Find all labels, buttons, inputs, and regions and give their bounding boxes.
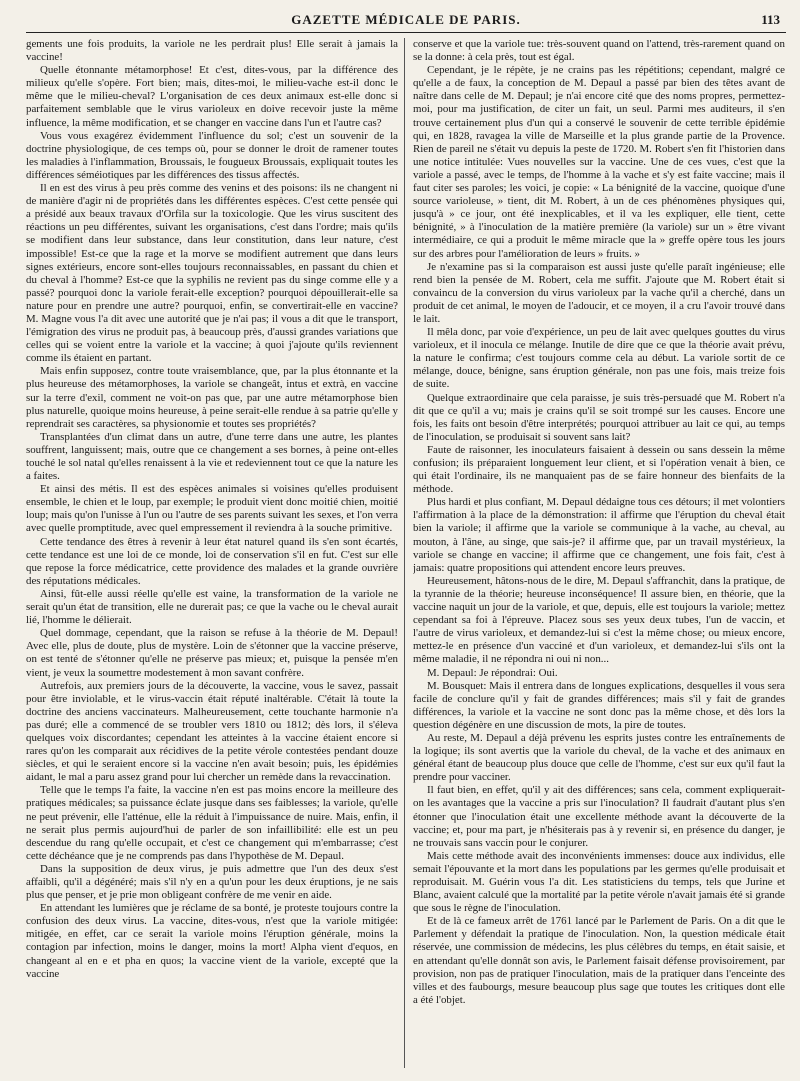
paragraph: conserve et que la variole tue: très-souvent quand on l'attend, très-rarement quand on se la donne: à cela près, tout est égal. (413, 38, 785, 64)
paragraph: gements une fois produits, la variole ne les perdrait plus! Elle serait à jamais la vaccine! (26, 38, 398, 64)
paragraph: Il faut bien, en effet, qu'il y ait des différences; sans cela, comment expliquerait-on les avantages que la vaccine a pris sur l'inoculation? Il faudrait d'autant plus s'en étonner que l'inoculation était une excellente méthode avant la découverte de la vaccine; et, pour ma part, je n'hésiterais pas à y revenir si, en présence du danger, je ne trouvais sans vaccin pour le conjurer. (413, 784, 785, 849)
dialogue-line: M. Bousquet: Mais il entrera dans de longues explications, desquelles il vous sera facile de conclure qu'il y fait de grandes différences; mais s'il y fait de grandes différences, la variole et la vaccine ne sont donc pas la même chose, et dès lors la question dégénère en une discussion de mots, la pire de toutes. (413, 679, 785, 731)
paragraph: Il en est des virus à peu près comme des venins et des poisons: ils ne changent ni de manière d'agir ni de propriétés dans les différentes espèces. C'est cette pensée qui a présidé aux beaux travaux d'Orfila sur la toxicologie. Que les virus suscitent des réactions un peu différentes, suivant les organisations, c'est dans l'ordre; mais qu'ils se modifient dans leur substance, dans leur constitution, dans leur nature, c'est impossible! Est-ce que la rage et la morve se modifient autrement que dans leurs signes extérieurs, encore sont-elles toujours reconnaissables, en passant du chien et du cheval à l'homme? Est-ce que la syphilis ne revient pas du singe comme elle y a passé? pourquoi donc la variole ferait-elle exception? pourquoi dépouillerait-elle sa nature pour en prendre une autre? pourquoi, enfin, se convertirait-elle en vaccine? M. Magne vous l'a dit avec une autorité que je n'ai pas; il vous a dit que le transport, l'émigration des virus ne produit pas, à beaucoup près, d'aussi grandes variations que celles qui se voient entre la variole et la vaccine; à quoi j'ajoute qu'ils reviennent comme ils étaient en partant. (26, 182, 398, 365)
paragraph: Transplantées d'un climat dans un autre, d'une terre dans une autre, les plantes souffrent, languissent; mais, outre que ce changement a ses bornes, à peine ont-elles touché le sol natal qu'elles renaissent à la vie et redeviennent tout ce que la nature les a faites. (26, 430, 398, 483)
paragraph: Mais enfin supposez, contre toute vraisemblance, que, par la plus étonnante et la plus heureuse des métamorphoses, la variole se changeât, intus et extrà, en vaccine sur la terre d'exil, comment ne voit-on pas que, par une autre métamorphose bien plus naturelle, quoique moins heureuse, à peine serait-elle rendue à sa patrie qu'elle y reprendrait ses caractères, sa physionomie et toutes ses propriétés? (26, 365, 398, 430)
paragraph: Quelque extraordinaire que cela paraisse, je suis très-persuadé que M. Robert n'a dit que ce qu'il a vu; mais je crains qu'il se soit trompé sur les causes. Encore une fois, les faits ont besoin d'être interprétés; pourquoi attribuer au lait ce qui, au temps de l'inoculation, se produisait si souvent sans lait? (413, 391, 785, 443)
paragraph: En attendant les lumières que je réclame de sa bonté, je proteste toujours contre la confusion des deux virus. La vaccine, dites-vous, n'est que la variole mitigée: mitigée, en effet, car ce serait la variole moins l'éruption générale, moins la contagion par infection, moins le danger, moins la mort! Alpha vient d'equos, en changeant al en e et pha en quos; la vaccine vient de la variole, excepté que la vaccine (26, 902, 398, 980)
paragraph: Faute de raisonner, les inoculateurs faisaient à dessein ou sans dessein la même confusion; ils préparaient longuement leur client, et si l'opération venait à bien, ce qui était l'ordinaire, ils ne manquaient pas de se faire honneur des bienfaits de la méthode. (413, 443, 785, 496)
paragraph: Quelle étonnante métamorphose! Et c'est, dites-vous, par la différence des milieux qu'elle s'opère. Fort bien; mais, dites-moi, le milieu-vache est-il donc le même que le milieu-cheval? L'organisation de ces deux animaux est-elle donc si parfaitement semblable que le virus varioleux en doive recevoir juste la même influence, la même modification, et se changer en vaccine dans l'un et l'autre cas? (26, 64, 398, 129)
paragraph: Telle que le temps l'a faite, la vaccine n'en est pas moins encore la meilleure des pratiques médicales; sa puissance éclate jusque dans ses faiblesses; la variole, qu'elle ne peut prévenir, elle l'atténue, elle la réduit à l'impuissance de nuire. Mais, enfin, il ne serait plus permis aujourd'hui de parler de son infaillibilité: elle est un peu descendue du rang qu'elle occupait, et c'est ce changement qui m'embarrasse; c'est cette déchéance que je ne comprends pas dans l'hypothèse de M. Depaul. (26, 784, 398, 862)
paragraph: Ainsi, fût-elle aussi réelle qu'elle est vaine, la transformation de la variole ne serait qu'un état de transition, elle ne durerait pas; ce que la vache ou le cheval aurait lié, l'homme le délierait. (26, 587, 398, 627)
page-number: 113 (761, 12, 780, 27)
paragraph: Il mêla donc, par voie d'expérience, un peu de lait avec quelques gouttes du virus varioleux, et il inocula ce mélange. Inutile de dire que ce que la théorie avait prévu, la nature le confirma; c'est toujours comme cela au début. La variole sortit de ce mélange, douce, bénigne, sans éruption générale, non pas une fois, mais treize fois de suite. (413, 326, 785, 391)
paragraph: Cependant, je le répète, je ne crains pas les répétitions; cependant, malgré ce qu'elle a de faux, la conception de M. Depaul a passé par bien des têtes avant de naître dans celle de M. Depaul; je n'ai encore cité que des noms propres, permettez-moi, pour ma justification, de citer un fait, un seul. Parmi mes auditeurs, il s'en trouve certainement plus d'un qui a conservé le souvenir de cette terrible épidémie qui, en 1828, ravagea la ville de Marseille et la plus grande partie de la Provence. Rien de pareil ne s'était vu depuis la peste de 1720. M. Robert s'en fit l'historien dans une notice intitulée: Vues nouvelles sur la vaccine. Une de ces vues, c'est que la variole a passé, avec le temps, de l'homme à la vache et s'y est faite vaccine; mais il faut citer ses paroles; les voici, je copie: « La bénignité de la vaccine, quoique d'une source varioleuse, » tient, dit M. Robert, à un de ces phénomènes physiques qui, jusqu'à » ce jour, ont été inexplicables, et il va les expliquer, elle tient, cette bénignité, » à l'inoculation de la matière première (la variole) sur un » être vivant intermédiaire, ce qui a produit le même miracle que la » greffe opère tous les jours sur des arbres pour l'amélioration de leurs » fruits. » (413, 64, 785, 260)
left-column (26, 38, 398, 1073)
running-title: GAZETTE MÉDICALE DE PARIS. (291, 12, 521, 27)
paragraph: Vous vous exagérez évidemment l'influence du sol; c'est un souvenir de la doctrine physiologique, de ces temps où, pour se donner le droit de ramener toutes les maladies à l'inflammation, Broussais, le fougueux Broussais, expliquait toutes les différences séméiotiques par les différences des tissus affectés. (26, 129, 398, 181)
paragraph: Et de là ce fameux arrêt de 1761 lancé par le Parlement de Paris. On a dit que le Parlement y défendait la pratique de l'inoculation. Non, la question médicale était réservée, une commission de médecins, les plus célèbres du temps, en était saisie, et en attendant qu'elle donnât son avis, le Parlement faisait défense provisoirement, par provision, non pas de pratiquer l'inoculation, mais de la pratiquer dans l'enceinte des villes et des faubourgs, mesure beaucoup plus sage que toutes les critiques dont elle a été l'objet. (413, 915, 785, 1006)
column-divider (404, 38, 405, 1068)
paragraph: Heureusement, hâtons-nous de le dire, M. Depaul s'affranchit, dans la pratique, de la tyrannie de la théorie; heureuse inconséquence! Il assure bien, en théorie, que la vaccine naquit un jour de la variole, et que, depuis, elle est toujours la variole; mettez cependant sa foi à l'épreuve. Placez sous ses yeux deux tubes, l'un de vaccin, et l'autre de virus varioleux, et demandez-lui si c'est la même chose; ou mieux encore, mettez-le en présence d'un vacciné et d'un varioleux, et demandez-lui s'ils ont la même maladie, il ne répondra ni oui ni non... (413, 574, 785, 666)
paragraph: Autrefois, aux premiers jours de la découverte, la vaccine, vous le savez, passait pour être inviolable, et le virus-vaccin était réputé inaltérable. C'était là toute la doctrine des anciens vaccinateurs. Malheureusement, cette touchante harmonie n'a pas duré; elle a commencé de se troubler vers 1810 ou 1812; dès lors, il s'éleva quelques voix discordantes; cependant les atteintes à la vaccine étaient encore si rares qu'on les comparait aux récidives de la petite vérole contestées pendant douze siècles, et qui le seraient encore si la vaccine n'en avait besoin; puis, les épidémies aidant, le mal a paru assez grand pour lui chercher un remède dans la revaccination. (26, 679, 398, 784)
paragraph: Mais cette méthode avait des inconvénients immenses: douce aux individus, elle semait l'épouvante et la mort dans les populations par les germes qu'elle produisait et reproduisait. M. Guérin vous l'a dit. Les statisticiens du temps, tels que Jurine et Blanc, avaient calculé que la mortalité par la petite vérole n'avait jamais été si grande que sous le règne de l'inoculation. (413, 849, 785, 915)
paragraph: Dans la supposition de deux virus, je puis admettre que l'un des deux s'est affaibli, qu'il a dégénéré; mais s'il n'y en a qu'un pour les deux éruptions, je ne sais plus que penser, et je prie mon obligeant confrère de me venir en aide. (26, 862, 398, 902)
paragraph: Au reste, M. Depaul a déjà prévenu les esprits justes contre les entraînements de la logique; ils sont avertis que la variole du cheval, de la vache et des animaux en général étant de beaucoup plus douce que celle de l'homme, c'est sur eux qu'il faut la prendre pour vacciner. (413, 731, 785, 784)
paragraph: Cette tendance des êtres à revenir à leur état naturel quand ils s'en sont écartés, cette tendance est une loi de ce monde, loi de conservation s'il en fut. C'est sur elle que repose la force médicatrice, cette providence des malades et la grande ouvrière des réputations médicales. (26, 535, 398, 587)
right-column (413, 38, 785, 1073)
page-header (26, 8, 786, 33)
paragraph: Je n'examine pas si la comparaison est aussi juste qu'elle paraît ingénieuse; elle rend bien la pensée de M. Robert, cela me suffit. J'ajoute que M. Robert était si convaincu de la conversion du virus varioleux par la vache qu'il a cherché, dans un produit de cet animal, le moyen de l'adoucir, et ce moyen, il a cru l'avoir trouvé dans le lait. (413, 260, 785, 325)
paragraph: Et ainsi des métis. Il est des espèces animales si voisines qu'elles produisent ensemble, le chien et le loup, par exemple; le produit vient donc moitié chien, moitié loup; mais qu'on l'unisse à l'un ou l'autre de ses parents suivant les sexes, et l'on verra avec quelle promptitude, avec quel empressement il reviendra à la souche primitive. (26, 483, 398, 535)
dialogue-line: M. Depaul: Je répondrai: Oui. (427, 666, 558, 679)
paragraph: Plus hardi et plus confiant, M. Depaul dédaigne tous ces détours; il met volontiers l'affirmation à la place de la démonstration: il affirme que l'éruption du cheval était bien la variole; il affirme que la variole se communique à la vache, au cheval, au mouton, à l'âne, au singe, que sais-je? il affirme que, par un travail mystérieux, la variole se change en vaccine; il affirme que ce changement, une fois fait, c'est à jamais: quatre propositions qui attendent encore leurs preuves. (413, 496, 785, 574)
paragraph: Quel dommage, cependant, que la raison se refuse à la théorie de M. Depaul! Avec elle, plus de doute, plus de mystère. Loin de s'étonner que la vaccine préserve, on est tenté de s'étonner qu'elle ne préserve pas mieux; et, puisque la pensée m'en vient, je veux la soumettre modestement à mon savant confrère. (26, 627, 398, 679)
